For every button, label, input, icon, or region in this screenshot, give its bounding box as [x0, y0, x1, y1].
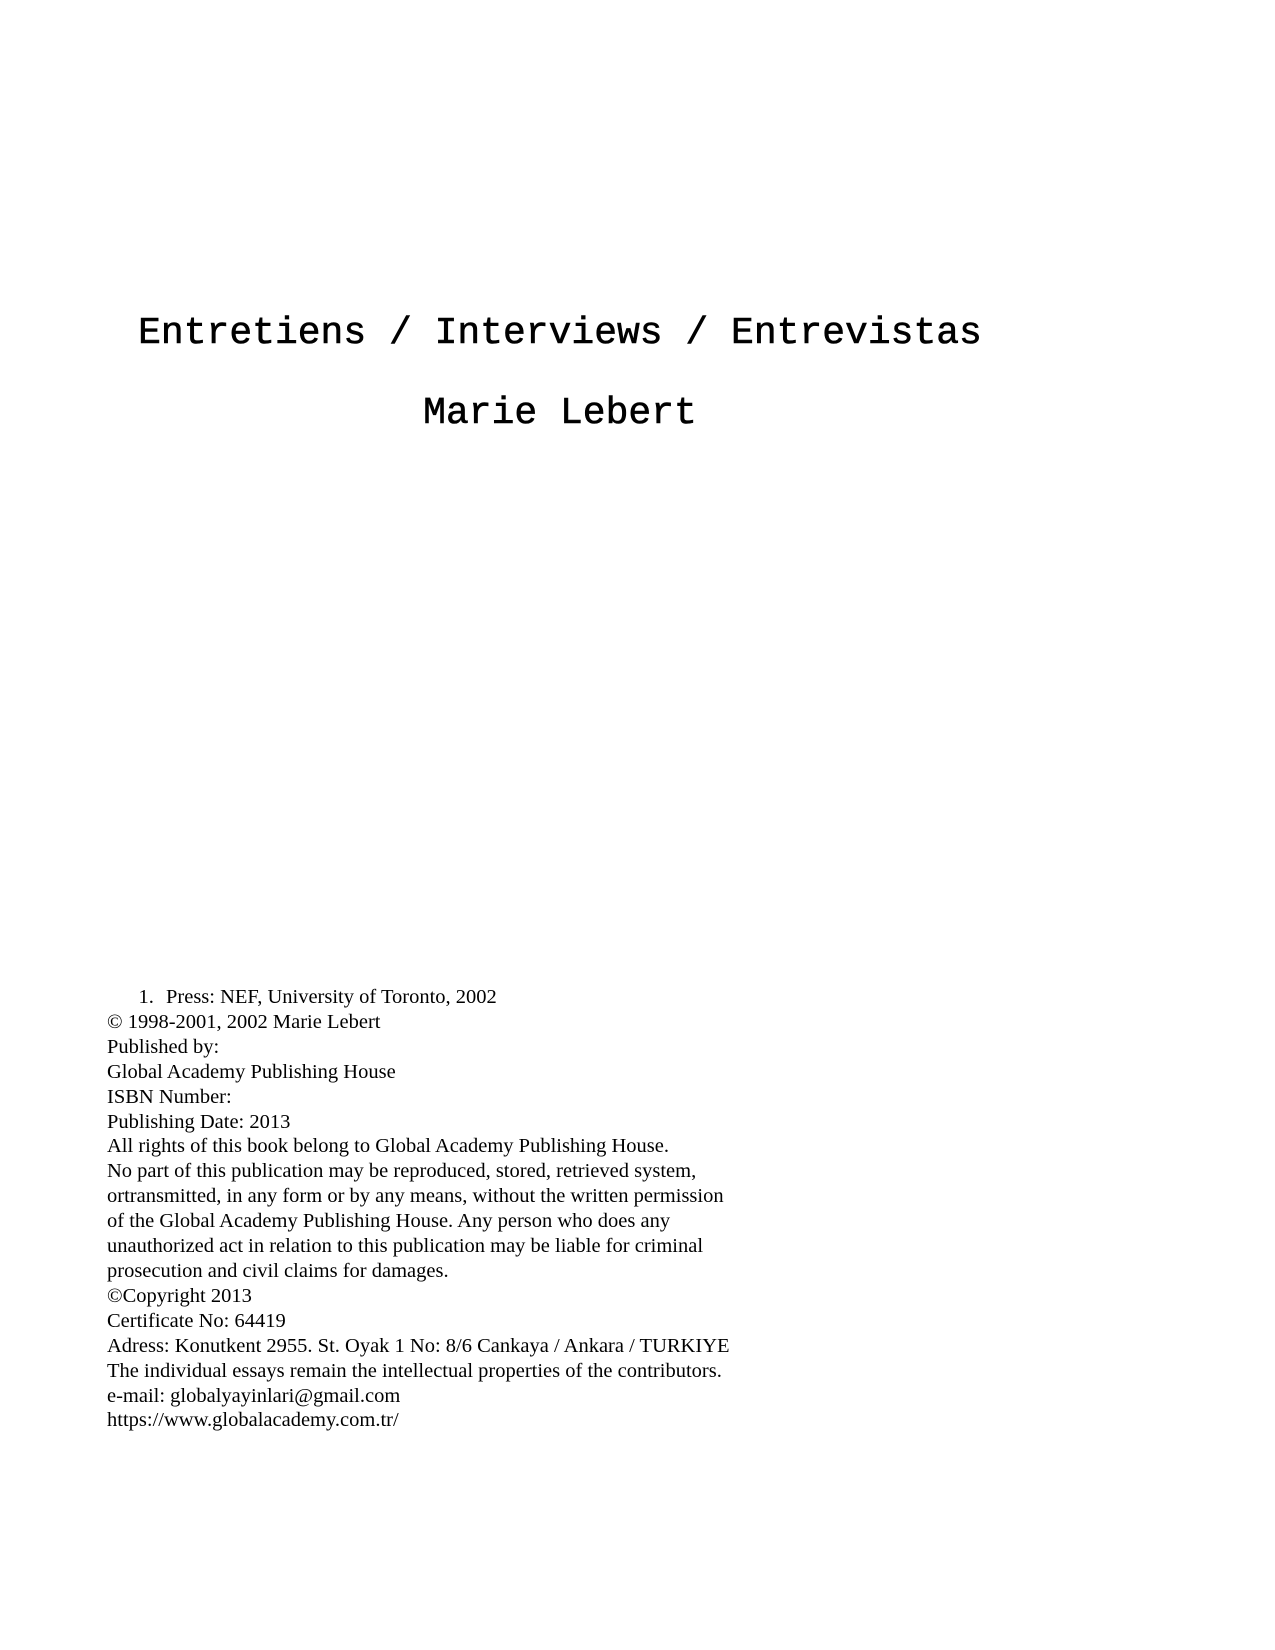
rights-paragraph	[107, 1159, 747, 1284]
author-name: Marie Lebert	[423, 392, 697, 435]
rights-paragraph-line: prosecution and civil claims for damages.	[107, 1259, 449, 1282]
certificate-number: Certificate No: 64419	[107, 1309, 286, 1332]
list-item: 1. Press: NEF, University of Toronto, 2002	[159, 985, 827, 1010]
rights-line: All rights of this book belong to Global Academy Publishing House.	[107, 1135, 670, 1158]
copyright-publisher: ©Copyright 2013	[107, 1284, 252, 1307]
colophon	[107, 985, 827, 1433]
publishing-date: Publishing Date: 2013	[107, 1110, 291, 1133]
rights-paragraph-line: No part of this publication may be reproduced, stored, retrieved system,	[107, 1160, 697, 1183]
contributors-note: The individual essays remain the intellectual properties of the contributors.	[107, 1359, 722, 1382]
published-by-label: Published by:	[107, 1035, 220, 1058]
numbered-list	[107, 985, 827, 1010]
website-url: https://www.globalacademy.com.tr/	[107, 1409, 399, 1432]
rights-paragraph-line: unauthorized act in relation to this publication may be liable for criminal	[107, 1235, 704, 1258]
publisher-name: Global Academy Publishing House	[107, 1060, 396, 1083]
rights-paragraph-line: of the Global Academy Publishing House. Any person who does any	[107, 1210, 671, 1233]
isbn-number: ISBN Number:	[107, 1085, 232, 1108]
contact-email: e-mail: globalyayinlari@gmail.com	[107, 1384, 401, 1407]
rights-paragraph-line: ortransmitted, in any form or by any means, without the written permission	[107, 1185, 724, 1208]
copyright-original: © 1998-2001, 2002 Marie Lebert	[107, 1010, 381, 1033]
publisher-address: Adress: Konutkent 2955. St. Oyak 1 No: 8/6 Cankaya / Ankara / TURKIYE	[107, 1334, 730, 1357]
book-title: Entretiens / Interviews / Entrevistas	[138, 312, 982, 355]
